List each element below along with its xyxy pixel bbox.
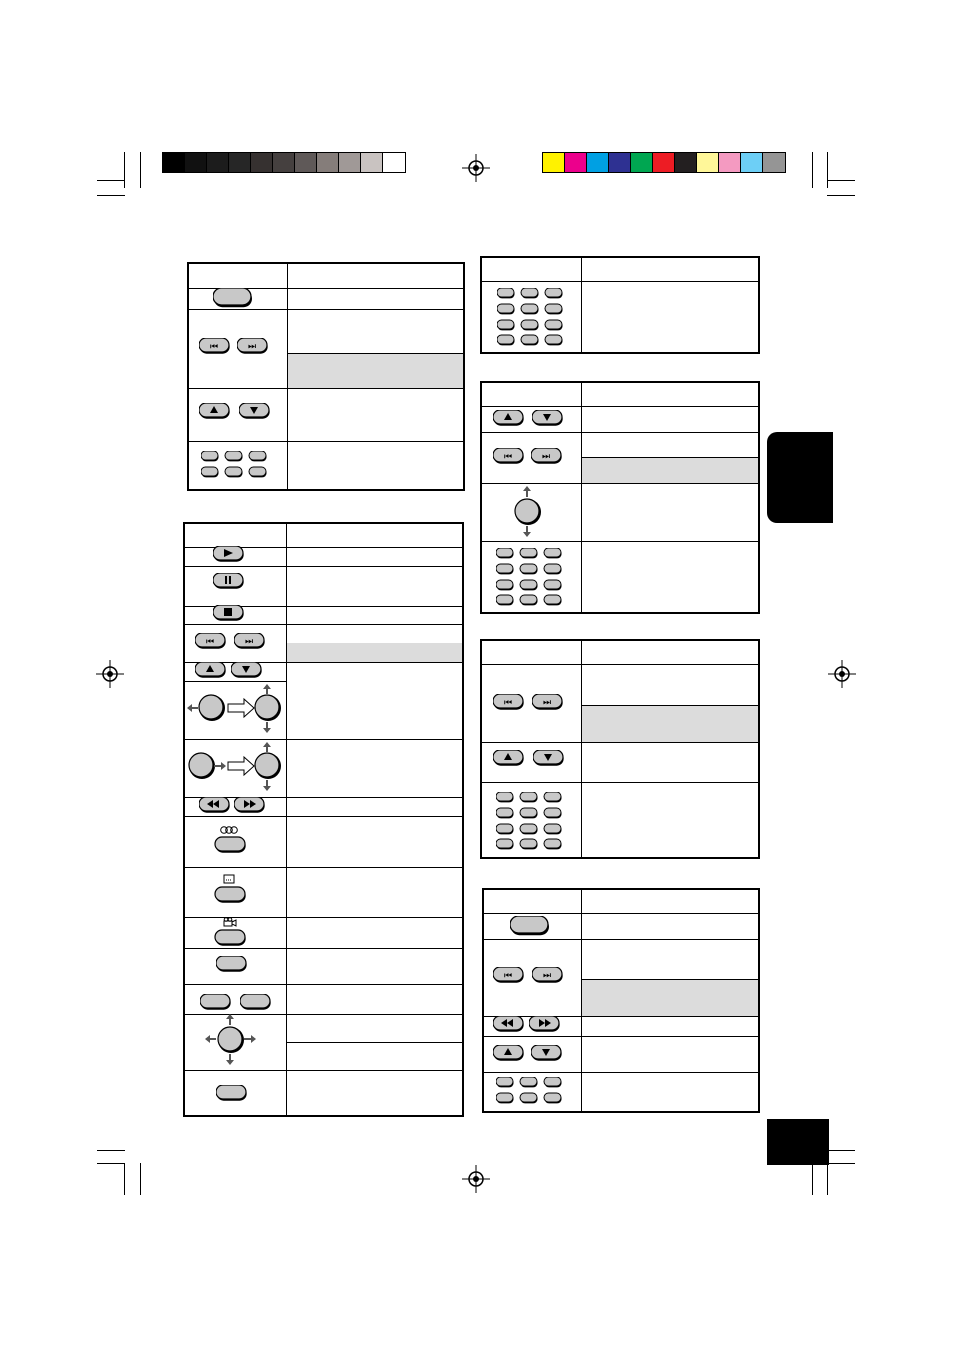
play-icon[interactable] [213,546,247,564]
down-arrow-icon[interactable] [533,750,567,768]
register-crosshair-icon [462,154,490,182]
up-arrow-icon[interactable] [199,403,233,421]
button-left-icon[interactable] [200,994,234,1012]
color-swatch [653,153,675,172]
color-swatch [339,153,361,172]
subtitle-icon[interactable] [214,873,248,905]
color-swatch [207,153,229,172]
number-keypad-icon[interactable] [496,792,566,852]
button-icon[interactable] [510,916,552,937]
color-swatch [741,153,763,172]
crop-mark [97,180,125,181]
color-swatch [295,153,317,172]
down-arrow-icon[interactable] [531,1045,565,1063]
button-icon[interactable] [216,956,250,974]
skip-next-icon[interactable] [237,338,271,356]
color-swatch [763,153,785,172]
crop-mark [97,1163,125,1164]
color-swatch [163,153,185,172]
crop-mark [124,152,125,188]
skip-prev-icon[interactable] [199,338,233,356]
register-crosshair-icon [828,660,856,688]
button-icon[interactable] [216,1085,250,1103]
crop-mark [140,152,141,188]
skip-next-icon[interactable] [532,967,566,985]
angle-icon[interactable] [214,917,248,947]
down-arrow-icon[interactable] [532,410,566,428]
color-swatch [631,153,653,172]
skip-next-icon[interactable] [532,694,566,712]
register-crosshair-icon [462,1165,490,1193]
color-swatch [251,153,273,172]
color-swatch [185,153,207,172]
joystick-4way-icon[interactable] [204,1014,258,1066]
button-icon[interactable] [213,288,255,309]
register-crosshair-icon [96,660,124,688]
crop-mark [812,152,813,188]
page-number-box [767,1119,829,1165]
svg-text:⏮: ⏮ [205,637,215,647]
stop-icon[interactable] [213,605,247,623]
crop-mark [827,1150,855,1151]
joystick-updown-icon[interactable] [512,486,546,538]
color-swatch [565,153,587,172]
color-swatch [587,153,609,172]
svg-text:⏭: ⏭ [542,698,552,708]
skip-prev-icon[interactable] [493,967,527,985]
rewind-icon[interactable] [199,797,233,815]
svg-text:⏮: ⏮ [503,971,513,981]
color-swatch [383,153,405,172]
color-calibration-bar [542,152,786,173]
color-swatch [361,153,383,172]
color-swatch [697,153,719,172]
up-arrow-icon[interactable] [493,410,527,428]
skip-next-icon[interactable] [531,448,565,466]
down-arrow-icon[interactable] [231,662,265,680]
number-keypad-icon[interactable] [496,548,566,608]
crop-mark [827,1163,828,1195]
svg-text:⏮: ⏮ [503,452,513,462]
svg-text:⏭: ⏭ [541,452,551,462]
color-swatch [675,153,697,172]
color-swatch [719,153,741,172]
audio-icon[interactable] [214,824,248,854]
color-swatch [609,153,631,172]
up-arrow-icon[interactable] [493,1045,527,1063]
color-swatch [317,153,339,172]
joystick-right-then-updown-icon[interactable] [186,742,284,792]
crop-mark [827,195,855,196]
skip-prev-icon[interactable] [493,694,527,712]
number-keypad-icon[interactable] [201,451,273,481]
crop-mark [97,1150,125,1151]
crop-mark [97,195,125,196]
svg-text:⏭: ⏭ [247,342,257,352]
up-arrow-icon[interactable] [195,662,229,680]
fast-forward-icon[interactable] [234,797,268,815]
svg-text:⏭: ⏭ [244,637,254,647]
down-arrow-icon[interactable] [239,403,273,421]
color-swatch [273,153,295,172]
skip-prev-icon[interactable] [493,448,527,466]
skip-prev-icon[interactable] [195,633,229,651]
crop-mark [827,152,828,188]
number-keypad-icon[interactable] [497,288,567,348]
pause-icon[interactable] [213,573,247,591]
joystick-left-then-updown-icon[interactable] [186,684,284,734]
button-right-icon[interactable] [240,994,274,1012]
crop-mark [812,1163,813,1195]
gray-ramp-bar [162,152,406,173]
color-swatch [229,153,251,172]
svg-text:⏮: ⏮ [503,698,513,708]
crop-mark [827,180,855,181]
svg-text:⏮: ⏮ [209,342,219,352]
side-tab [767,432,833,523]
rewind-icon[interactable] [493,1016,527,1034]
crop-mark [140,1163,141,1195]
crop-mark [124,1163,125,1195]
up-arrow-icon[interactable] [493,750,527,768]
fast-forward-icon[interactable] [529,1016,563,1034]
crop-mark [827,1163,855,1164]
svg-text:⏭: ⏭ [542,971,552,981]
color-swatch [543,153,565,172]
skip-next-icon[interactable] [234,633,268,651]
number-keypad-icon[interactable] [496,1077,566,1107]
